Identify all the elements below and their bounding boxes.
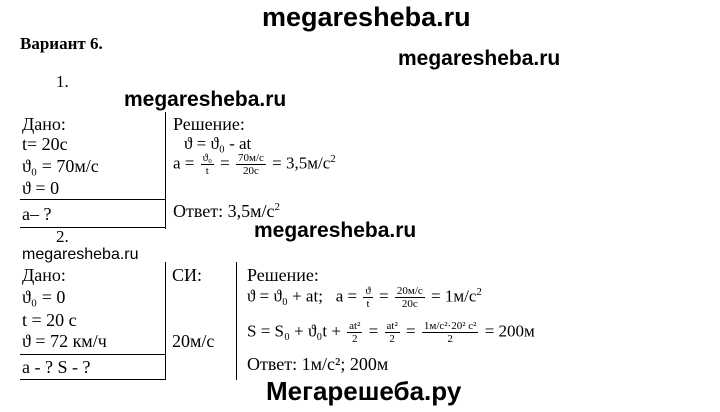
problem2-given-label: Дано: xyxy=(22,265,66,285)
watermark-left: megaresheba.ru xyxy=(124,88,287,111)
problem1-bottom-line xyxy=(20,227,166,228)
problem2-given-2: t = 20 с xyxy=(22,310,77,330)
problem2-given-3: ϑ = 72 км/ч xyxy=(22,331,107,351)
problem1-formula-1: ϑ = ϑ₀ - at xyxy=(184,134,252,153)
variant-title: Вариант 6. xyxy=(20,34,103,53)
problem2-find: a - ? S - ? xyxy=(22,357,91,377)
problem1-given-2: ϑ₀ = 70м/с xyxy=(22,156,99,176)
problem1-formula-2: a = $\frac{\text{ϑ₀}}{t}$ = $\frac{70м/с}{20с}$ = $3,5м/с^2$ xyxy=(173,152,336,177)
problem2-bottom-line xyxy=(20,379,166,380)
watermark-top: megaresheba.ru xyxy=(262,2,471,32)
problem1-number: 1. xyxy=(56,72,69,91)
problem1-find: a– ? xyxy=(22,204,52,224)
problem1-vertical-divider xyxy=(165,112,166,229)
problem2-given-divider xyxy=(20,354,166,355)
problem2-si-label: СИ: xyxy=(172,265,203,285)
watermark-middle: megaresheba.ru xyxy=(254,219,417,242)
problem2-formula-2: S = S₀ + ϑ₀t + $\frac{\text{at²}}{2}$ = $\frac{\text{at²}}{2}$ = $\frac{\text{1м/с²·20² с²}}{2}$ = 200м xyxy=(247,320,535,345)
problem2-si-value: 20м/с xyxy=(172,331,215,351)
problem2-answer: Ответ: 1м/с²; 200м xyxy=(247,354,389,374)
problem2-solution-label: Решение: xyxy=(247,265,319,285)
problem2-vertical-divider-2 xyxy=(236,262,237,380)
watermark-right: megaresheba.ru xyxy=(398,47,561,70)
watermark-bottom: Мегарешеба.ру xyxy=(266,376,462,406)
problem2-number: 2. xyxy=(56,227,69,246)
problem1-given-3: ϑ = 0 xyxy=(22,178,60,198)
problem1-given-divider xyxy=(20,199,166,200)
watermark-small: megaresheba.ru xyxy=(22,246,139,263)
problem1-solution-label: Решение: xyxy=(173,114,245,134)
problem2-formula-1: ϑ = ϑ₀ + at; a = $\frac{ϑ}{t}$ = $\frac{20м/с}{20с}$ = $1м/с^2$ xyxy=(247,285,482,310)
problem1-answer: Ответ: $3,5м/с^2$ xyxy=(173,201,280,221)
problem2-vertical-divider-1 xyxy=(165,262,166,380)
problem2-given-1: ϑ₀ = 0 xyxy=(22,287,66,307)
problem1-given-label: Дано: xyxy=(22,114,66,134)
problem1-given-1: t= 20c xyxy=(22,134,68,154)
